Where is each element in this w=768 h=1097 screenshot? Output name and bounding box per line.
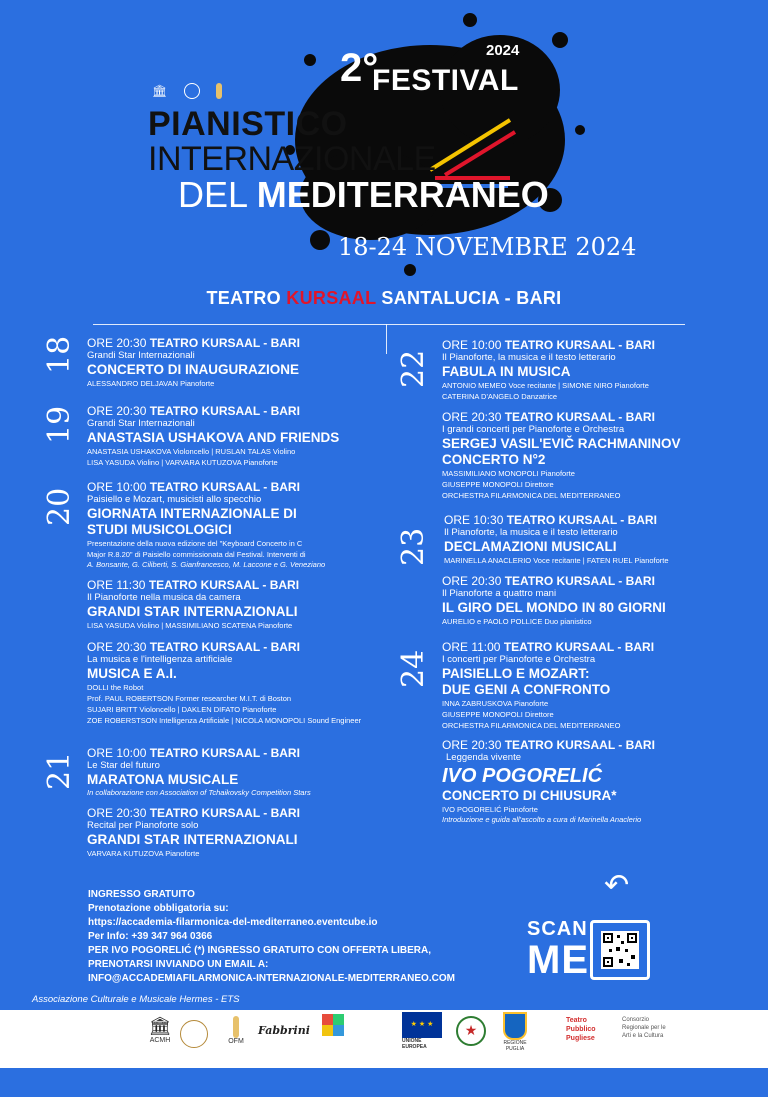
event-place: TEATRO KURSAAL - BARI (504, 574, 655, 588)
event-time-line (87, 806, 387, 820)
day-20: 20 (42, 487, 77, 526)
event-20-morning (87, 480, 387, 570)
info-free-entry: INGRESSO GRATUITO (88, 889, 195, 900)
event-description: In collaborazione con Association of Tchaikovsky Competition Stars (87, 788, 311, 797)
event-subtitle: I grandi concerti per Pianoforte e Orchestra (442, 424, 625, 435)
event-place: TEATRO KURSAAL - BARI (504, 410, 655, 424)
event-time: ORE 10:00 (87, 480, 147, 494)
event-place: TEATRO KURSAAL - BARI (149, 404, 300, 418)
event-title: CONCERTO DI INAUGURAZIONE (87, 362, 300, 377)
event-time: ORE 10:30 (444, 513, 504, 527)
info-booking-link[interactable]: https://accademia-filarmonica-del-mediterraneo.eventcube.io (88, 917, 378, 928)
consorzio-logo: Consorzio Regionale per le Arti e la Cultura (622, 1017, 666, 1039)
event-time: ORE 20:30 (87, 336, 147, 350)
event-23-morning (444, 513, 744, 566)
event-time: ORE 20:30 (442, 738, 502, 752)
event-description: Major R.8.20" di Paisiello commissionata dal Festival. Interventi di (87, 550, 306, 559)
event-time-line (87, 336, 387, 350)
event-place: TEATRO KURSAAL - BARI (149, 336, 300, 350)
event-21-morning (87, 746, 387, 798)
event-time: ORE 20:30 (87, 806, 147, 820)
ofm-feather-icon (233, 1016, 239, 1038)
event-subtitle: Leggenda vivente (446, 752, 522, 763)
event-time-line (442, 574, 742, 588)
event-description: A. Bonsante, G. Ciliberti, S. Gianfrancesco, M. Laccone e G. Veneziano (87, 560, 326, 569)
event-time: ORE 20:30 (87, 404, 147, 418)
eu-flag-logo (402, 1012, 442, 1052)
event-performers: ORCHESTRA FILARMONICA DEL MEDITERRANEO (442, 721, 621, 730)
event-subtitle: Il Pianoforte nella musica da camera (87, 592, 241, 603)
edition-number: 2° (340, 46, 379, 90)
event-title: MUSICA E A.I. (87, 666, 177, 681)
temple-icon: 🏛 (148, 1016, 172, 1036)
event-time-line (87, 746, 387, 760)
event-time-line (442, 640, 742, 654)
event-title: SERGEJ VASIL'EVIČ RACHMANINOV (442, 436, 681, 451)
venue-part2: KURSAAL (286, 288, 377, 308)
event-place: TEATRO KURSAAL - BARI (504, 738, 655, 752)
event-time-line (87, 578, 387, 592)
event-place: TEATRO KURSAAL - BARI (149, 480, 300, 494)
event-performers: LISA YASUDA Violino | MASSIMILIANO SCATENA Pianoforte (87, 621, 293, 630)
event-performers: ANTONIO MEMEO Voce recitante | SIMONE NIRO Pianoforte (442, 381, 649, 390)
venue-part3: SANTALUCIA - BARI (381, 288, 562, 308)
regione-puglia-logo (500, 1012, 530, 1052)
event-subtitle: Grandi Star Internazionali (87, 418, 195, 429)
event-performers: IVO POGORELIĆ Pianoforte (442, 805, 538, 814)
event-subtitle: Le Star del futuro (87, 760, 160, 771)
event-title-line2: DUE GENI A CONFRONTO (442, 682, 611, 697)
museum-icon: 🏛 (152, 84, 168, 98)
title-mediterraneo: MEDITERRANEO (256, 174, 549, 215)
event-time: ORE 20:30 (442, 410, 502, 424)
event-title: GRANDI STAR INTERNAZIONALI (87, 604, 298, 619)
event-time-line (444, 513, 744, 527)
festival-word: FESTIVAL (372, 64, 519, 97)
italy-emblem-logo: ★ (456, 1016, 486, 1046)
venue-title (0, 288, 768, 309)
title-internazionale: INTERNAZIONALE (148, 140, 436, 178)
day-22: 22 (396, 349, 431, 388)
title-pianistico: PIANISTICO (148, 105, 348, 143)
event-place: TEATRO KURSAAL - BARI (149, 746, 300, 760)
event-title: ANASTASIA USHAKOVA AND FRIENDS (87, 430, 340, 445)
event-subtitle: Il Pianoforte, la musica e il testo letterario (442, 352, 616, 363)
curved-arrow-icon: ↶ (604, 869, 630, 902)
event-subtitle: Il Pianoforte a quattro mani (442, 588, 557, 599)
event-description: Introduzione e guida all'ascolto a cura di Marinella Anaclerio (442, 815, 642, 824)
puzzle-logo (322, 1014, 344, 1036)
event-time-line (442, 338, 742, 352)
ofm-label: OFM (228, 1038, 244, 1045)
qr-code-image (601, 931, 639, 969)
event-performers: GIUSEPPE MONOPOLI Direttore (442, 710, 554, 719)
event-performers: INNA ZABRUSKOVA Pianoforte (442, 699, 549, 708)
event-title: FABULA IN MUSICA (442, 364, 571, 379)
me-label: ME (527, 938, 589, 982)
event-performers: Prof. PAUL ROBERTSON Former researcher M.I.T. di Boston (87, 694, 292, 703)
acmh-logo (146, 1016, 174, 1056)
eu-label: UNIONE EUROPEA (402, 1038, 427, 1050)
event-time-line (442, 738, 742, 752)
event-subtitle: Il Pianoforte, la musica e il testo letterario (444, 527, 618, 538)
event-22-morning (442, 338, 742, 402)
edition-year: 2024 (486, 42, 520, 59)
event-time-line (87, 480, 387, 494)
event-24-morning (442, 640, 742, 731)
event-subtitle: Grandi Star Internazionali (87, 350, 195, 361)
info-email-label: PRENOTARSI INVIANDO UN EMAIL A: (88, 959, 269, 970)
event-performers: ALESSANDRO DELJAVAN Pianoforte (87, 379, 215, 388)
day-21: 21 (42, 751, 77, 790)
info-block (88, 888, 455, 986)
ofm-logo (228, 1016, 244, 1056)
footer-logos-bar (0, 1010, 768, 1068)
event-subtitle: I concerti per Pianoforte e Orchestra (442, 654, 596, 665)
event-title-line2: CONCERTO N°2 (442, 452, 546, 467)
event-18-evening (87, 336, 387, 389)
event-performers: MASSIMILIANO MONOPOLI Pianoforte (442, 469, 575, 478)
association-name: Associazione Culturale e Musicale Hermes - ETS (32, 994, 240, 1005)
event-place: TEATRO KURSAAL - BARI (504, 338, 655, 352)
event-19-evening (87, 404, 387, 468)
event-title-line2: STUDI MUSICOLOGICI (87, 522, 232, 537)
event-20-evening (87, 640, 387, 726)
event-performers: MARINELLA ANACLERIO Voce recitante | FATEN RUEL Pianoforte (444, 556, 669, 565)
feather-icon (216, 83, 222, 99)
day-23: 23 (396, 527, 431, 566)
event-23-evening (442, 574, 742, 627)
event-title-line2: CONCERTO DI CHIUSURA* (442, 788, 617, 803)
event-22-evening (442, 410, 742, 501)
event-performers: ORCHESTRA FILARMONICA DEL MEDITERRANEO (442, 491, 621, 500)
event-time: ORE 20:30 (442, 574, 502, 588)
event-description: Presentazione della nuova edizione del "Keyboard Concerto in C (87, 539, 303, 548)
event-time-line (87, 640, 387, 654)
event-time: ORE 11:00 (442, 640, 501, 654)
event-title: IVO POGORELIĆ (442, 765, 603, 787)
event-title: GIORNATA INTERNAZIONALE DI (87, 506, 297, 521)
event-performers: AURELIO e PAOLO POLLICE Duo pianistico (442, 617, 592, 626)
event-21-evening (87, 806, 387, 859)
regione-label: REGIONE PUGLIA (503, 1040, 527, 1052)
fabbrini-logo: Fabbrini (258, 1024, 310, 1037)
event-time: ORE 20:30 (87, 640, 147, 654)
scan-label: SCAN (527, 918, 588, 940)
event-title: IL GIRO DEL MONDO IN 80 GIORNI (442, 600, 666, 615)
acmh-label: ACMH (149, 1037, 171, 1044)
event-performers: SUJARI BRITT Violoncello | DAKLEN DIFATO Pianoforte (87, 705, 277, 714)
event-title: DECLAMAZIONI MUSICALI (444, 539, 617, 554)
qr-pattern-icon (601, 931, 639, 969)
header-logos (152, 82, 222, 100)
day-18: 18 (42, 335, 77, 374)
event-place: TEATRO KURSAAL - BARI (149, 806, 300, 820)
event-place: TEATRO KURSAAL - BARI (503, 640, 655, 654)
festival-dates: 18-24 NOVEMBRE 2024 (338, 233, 637, 261)
event-place: TEATRO KURSAAL - BARI (149, 640, 300, 654)
day-19: 19 (42, 405, 77, 444)
circle-seal-logo (180, 1020, 208, 1048)
event-performers: ZOE ROBERSTSON Intelligenza Artificiale | NICOLA MONOPOLI Sound Engineer (87, 716, 362, 725)
event-performers: ANASTASIA USHAKOVA Violoncello | RUSLAN TALAS Violino (87, 447, 296, 456)
event-performers: VARVARA KUTUZOVA Pianoforte (87, 849, 200, 858)
event-title: PAISIELLO E MOZART: (442, 666, 590, 681)
info-pogorelic-note: PER IVO POGORELIĆ (*) INGRESSO GRATUITO CON OFFERTA LIBERA, (88, 945, 431, 956)
seal-icon (184, 83, 200, 99)
event-title: MARATONA MUSICALE (87, 772, 239, 787)
event-time-line (442, 410, 742, 424)
event-time-line (87, 404, 387, 418)
event-subtitle: Paisiello e Mozart, musicisti allo specchio (87, 494, 262, 505)
event-performers: GIUSEPPE MONOPOLI Direttore (442, 480, 554, 489)
info-email[interactable]: INFO@ACCADEMIAFILARMONICA-INTERNAZIONALE-MEDITERRANEO.COM (88, 973, 455, 984)
event-subtitle: La musica e l'intelligenza artificiale (87, 654, 233, 665)
title-del: DEL (178, 174, 247, 215)
event-24-evening (442, 738, 742, 825)
qr-code[interactable] (590, 920, 650, 980)
shield-icon (503, 1012, 527, 1040)
event-20-midday (87, 578, 387, 631)
title-del-mediterraneo (178, 174, 549, 216)
event-performers: CATERINA D'ANGELO Danzatrice (442, 392, 558, 401)
day-24: 24 (396, 649, 431, 688)
event-time: ORE 10:00 (442, 338, 502, 352)
info-booking: Prenotazione obbligatoria su: (88, 903, 229, 914)
event-performers: LISA YASUDA Violino | VARVARA KUTUZOVA Pianoforte (87, 458, 278, 467)
event-title: GRANDI STAR INTERNAZIONALI (87, 832, 298, 847)
venue-part1: TEATRO (206, 288, 281, 308)
event-performers: DOLLI the Robot (87, 683, 144, 692)
event-place: TEATRO KURSAAL - BARI (506, 513, 657, 527)
scan-me-label (527, 918, 589, 980)
eu-flag-icon: ★ ★ ★ (402, 1012, 442, 1038)
divider-horizontal (93, 324, 685, 325)
teatro-pubblico-pugliese-logo: Teatro Pubblico Pugliese (566, 1017, 596, 1042)
info-phone[interactable]: Per Info: +39 347 964 0366 (88, 931, 213, 942)
event-subtitle: Recital per Pianoforte solo (87, 820, 199, 831)
event-time: ORE 11:30 (87, 578, 146, 592)
event-time: ORE 10:00 (87, 746, 147, 760)
event-place: TEATRO KURSAAL - BARI (148, 578, 300, 592)
